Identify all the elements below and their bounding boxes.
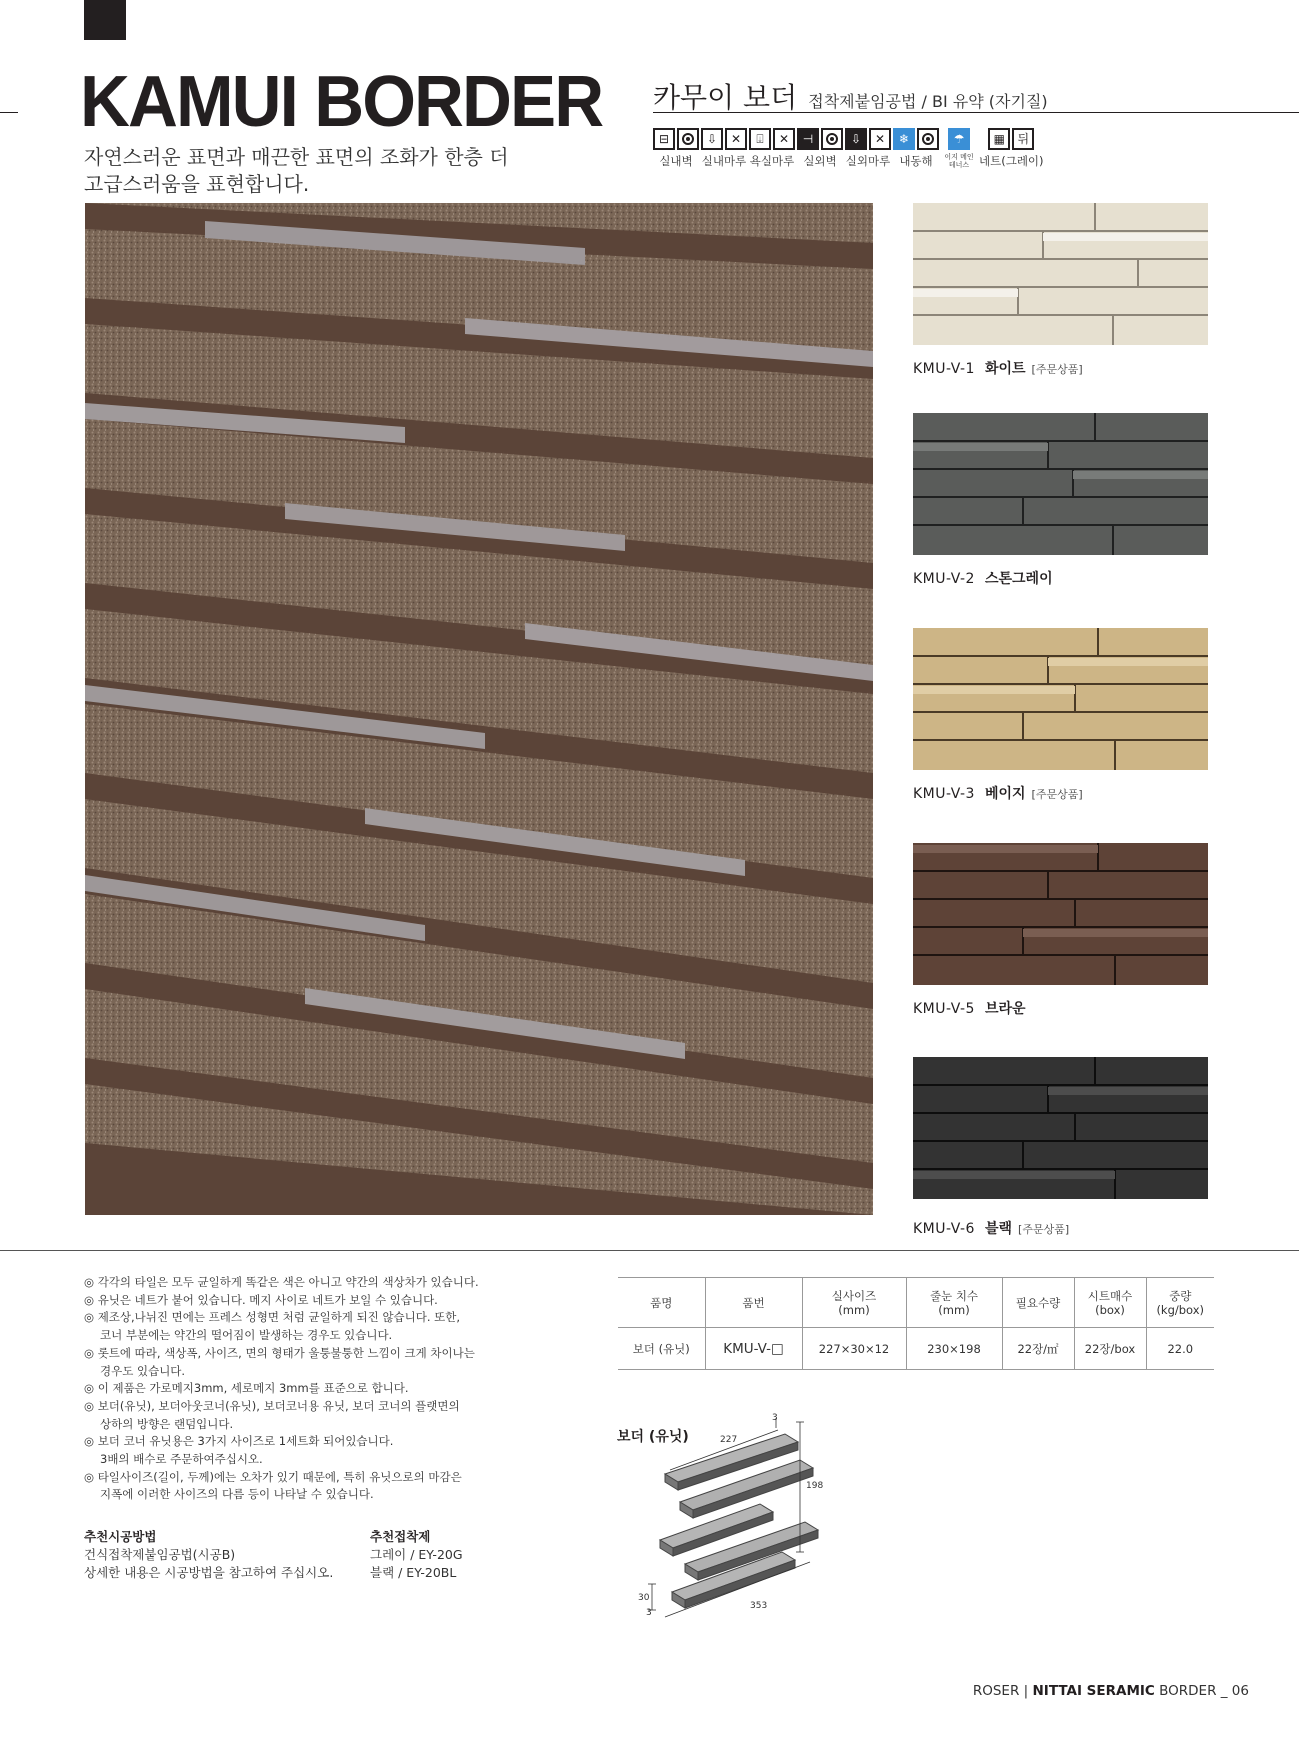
dim-joint: 3 bbox=[646, 1608, 652, 1618]
usage-interior-wall bbox=[653, 128, 699, 169]
unit-layout-drawing bbox=[638, 1412, 850, 1642]
footer-brand: ROSER bbox=[972, 1683, 1020, 1699]
installation-photo bbox=[85, 203, 873, 1215]
table-header-row bbox=[618, 1278, 1214, 1328]
cell-size: 227×30×12 bbox=[802, 1328, 906, 1370]
dim-height: 198 bbox=[806, 1481, 824, 1491]
swatch-color-name: 스톤그레이 bbox=[984, 571, 1053, 587]
usage-bathroom-floor bbox=[749, 128, 795, 169]
note-line: ◎ 보더 코너 유닛용은 3가지 사이즈로 1세트화 되어있습니다. bbox=[84, 1434, 394, 1449]
exterior-wall-icon: ⊣ bbox=[797, 128, 819, 150]
swatch-label-6 bbox=[913, 1218, 1069, 1238]
stone-border-wall-image bbox=[85, 203, 873, 1215]
dim-tile-height: 30 bbox=[638, 1593, 650, 1603]
usage-net-gray bbox=[979, 128, 1044, 169]
cell-name: 보더 (유닛) bbox=[618, 1328, 705, 1370]
swatch-image-black bbox=[913, 1057, 1208, 1199]
order-note: [주문상품] bbox=[1031, 788, 1083, 801]
adhesive-black: 블랙 / EY-20BL bbox=[370, 1565, 457, 1580]
cell-joint: 230×198 bbox=[906, 1328, 1002, 1370]
recommended-method-line: 상세한 내용은 시공방법을 참고하여 주십시오. bbox=[84, 1565, 334, 1580]
usage-label: 내동해 bbox=[899, 154, 933, 168]
usage-label: 실내마루 bbox=[701, 154, 747, 168]
cell-quantity: 22장/㎡ bbox=[1002, 1328, 1074, 1370]
recommended-adhesive bbox=[370, 1528, 463, 1582]
footer-section: BORDER bbox=[1159, 1683, 1217, 1699]
tagline-line-2: 고급스러움을 표현합니다. bbox=[84, 172, 310, 196]
usage-label: 실외마루 bbox=[845, 154, 891, 168]
usage-label: 이지 메인 테너스 bbox=[944, 153, 974, 169]
swatch-image-beige bbox=[913, 628, 1208, 770]
note-line: ◎ 보더(유닛), 보더아웃코너(유닛), 보더코너용 유닛, 보더 코너의 플랫면의 bbox=[84, 1398, 460, 1413]
frost-resistant-icon: ❄ bbox=[893, 128, 915, 150]
swatch-kmu-v-2 bbox=[913, 413, 1208, 555]
korean-title bbox=[653, 76, 1048, 116]
note-line: ◎ 유닛은 네트가 붙어 있습니다. 메지 사이로 네트가 보일 수 있습니다. bbox=[84, 1292, 438, 1307]
table-row bbox=[618, 1328, 1214, 1370]
swatch-code: KMU-V-1 bbox=[913, 361, 975, 377]
col-header-code: 품번 bbox=[705, 1278, 802, 1328]
col-header-name: 품명 bbox=[618, 1278, 705, 1328]
interior-floor-icon: ⇩ bbox=[701, 128, 723, 150]
cell-sheets: 22장/box bbox=[1074, 1328, 1146, 1370]
page-footer: ROSER | NITTAI SERAMIC BORDER _ 06 bbox=[972, 1683, 1249, 1699]
usage-exterior-floor bbox=[845, 128, 891, 169]
note-line: ◎ 제조상,나뉘진 면에는 프레스 성형면 처럼 균일하게 되진 않습니다. 또한, bbox=[84, 1310, 461, 1325]
corner-tab-block bbox=[84, 0, 126, 40]
usage-exterior-wall bbox=[797, 128, 843, 169]
swatch-label-3 bbox=[913, 783, 1083, 803]
usage-label: 실외벽 bbox=[803, 154, 837, 168]
swatch-image-stone-gray bbox=[913, 413, 1208, 555]
swatch-kmu-v-1 bbox=[913, 203, 1208, 345]
swatch-image-brown bbox=[913, 843, 1208, 985]
usage-easy-maintenance bbox=[941, 128, 977, 169]
ok-icon bbox=[677, 128, 699, 150]
spec-table bbox=[618, 1277, 1214, 1370]
interior-wall-icon: ⊟ bbox=[653, 128, 675, 150]
swatch-kmu-v-3 bbox=[913, 628, 1208, 770]
swatch-kmu-v-5 bbox=[913, 843, 1208, 985]
swatch-code: KMU-V-2 bbox=[913, 571, 975, 587]
bathroom-floor-icon: ⍗ bbox=[749, 128, 771, 150]
note-line: 경우도 있습니다. bbox=[100, 1363, 186, 1378]
usage-interior-floor bbox=[701, 128, 747, 169]
swatch-label-5 bbox=[913, 998, 1032, 1018]
recommended-method bbox=[84, 1528, 333, 1582]
note-line: ◎ 타일사이즈(길이, 두께)에는 오차가 있기 때문에, 특히 유닛으로의 마감은 bbox=[84, 1469, 462, 1484]
section-divider bbox=[0, 1250, 1299, 1251]
usage-label: 네트(그레이) bbox=[979, 154, 1044, 168]
swatch-color-name: 화이트 bbox=[984, 361, 1026, 377]
left-rule bbox=[0, 112, 18, 113]
usage-frost-resistant bbox=[893, 128, 939, 169]
swatch-color-name: 베이지 bbox=[984, 786, 1026, 802]
usage-label: 실내벽 bbox=[659, 154, 693, 168]
swatch-label-2 bbox=[913, 568, 1059, 588]
swatch-code: KMU-V-5 bbox=[913, 1001, 975, 1017]
installation-method: 접착제붙임공법 / BI 유약 (자기질) bbox=[808, 92, 1048, 111]
swatch-code: KMU-V-6 bbox=[913, 1221, 975, 1237]
unit-diagram bbox=[638, 1412, 850, 1646]
col-header-size: 실사이즈 (mm) bbox=[802, 1278, 906, 1328]
col-header-sheets: 시트매수 (box) bbox=[1074, 1278, 1146, 1328]
col-header-quantity: 필요수량 bbox=[1002, 1278, 1074, 1328]
tagline bbox=[84, 144, 604, 198]
note-line: ◎ 각각의 타일은 모두 균일하게 똑같은 색은 아니고 약간의 색상차가 있습니다. bbox=[84, 1275, 479, 1289]
usage-label: 욕실마루 bbox=[749, 154, 795, 168]
swatch-code: KMU-V-3 bbox=[913, 786, 975, 802]
cell-weight: 22.0 bbox=[1146, 1328, 1214, 1370]
note-line: 코너 부분에는 약간의 떨어짐이 발생하는 경우도 있습니다. bbox=[100, 1328, 393, 1343]
net-gray-icon: ▦ bbox=[988, 128, 1010, 150]
korean-product-name: 카무이 보더 bbox=[653, 81, 798, 114]
exterior-floor-icon: ⇩ bbox=[845, 128, 867, 150]
tagline-line-1: 자연스러운 표면과 매끈한 표면의 조화가 한층 더 bbox=[84, 145, 509, 169]
order-note: [주문상품] bbox=[1018, 1223, 1070, 1236]
no-icon: ✕ bbox=[725, 128, 747, 150]
no-icon: ✕ bbox=[869, 128, 891, 150]
footer-company: NITTAI SERAMIC bbox=[1032, 1683, 1155, 1699]
note-line: ◎ 롯트에 따라, 색상폭, 사이즈, 면의 형태가 울퉁불퉁한 느낌이 크게 차이나는 bbox=[84, 1345, 475, 1360]
easy-maintenance-icon: ☂ bbox=[948, 128, 970, 150]
col-header-weight: 중량 (kg/box) bbox=[1146, 1278, 1214, 1328]
swatch-color-name: 브라운 bbox=[984, 1001, 1026, 1017]
page-title: KAMUI BORDER bbox=[80, 62, 603, 142]
recommended-method-line: 건식접착제붙임공법(시공B) bbox=[84, 1547, 236, 1562]
swatch-image-white bbox=[913, 203, 1208, 345]
ok-icon bbox=[917, 128, 939, 150]
product-notes bbox=[84, 1274, 604, 1504]
cell-code: KMU-V-□ bbox=[705, 1328, 802, 1370]
usage-icons bbox=[653, 128, 1046, 169]
swatch-kmu-v-6 bbox=[913, 1057, 1208, 1199]
swatch-label-1 bbox=[913, 358, 1083, 378]
col-header-joint: 줄눈 치수 (mm) bbox=[906, 1278, 1002, 1328]
recommended-method-heading: 추천시공방법 bbox=[84, 1529, 157, 1544]
swatch-color-name: 블랙 bbox=[984, 1221, 1013, 1237]
adhesive-gray: 그레이 / EY-20G bbox=[370, 1547, 463, 1562]
ok-icon bbox=[821, 128, 843, 150]
note-line: 3배의 배수로 주문하여주십시오. bbox=[100, 1452, 263, 1467]
dim-top-gap: 3 bbox=[772, 1413, 778, 1423]
no-icon: ✕ bbox=[773, 128, 795, 150]
dim-length: 227 bbox=[720, 1435, 738, 1445]
note-line: 지폭에 이러한 사이즈의 다름 등이 나타날 수 있습니다. bbox=[100, 1487, 374, 1502]
order-note: [주문상품] bbox=[1031, 363, 1083, 376]
recommended-adhesive-heading: 추천접착제 bbox=[370, 1529, 431, 1544]
diagram-title: 보더 (유닛) bbox=[617, 1429, 689, 1445]
dim-width: 353 bbox=[750, 1601, 768, 1611]
note-line: 상하의 방향은 랜덤입니다. bbox=[100, 1416, 234, 1431]
note-line: ◎ 이 제품은 가로메지3mm, 세로메지 3mm를 표준으로 합니다. bbox=[84, 1381, 409, 1396]
back-icon: 뒤 bbox=[1012, 128, 1034, 150]
page-number: _ 06 bbox=[1220, 1683, 1249, 1699]
